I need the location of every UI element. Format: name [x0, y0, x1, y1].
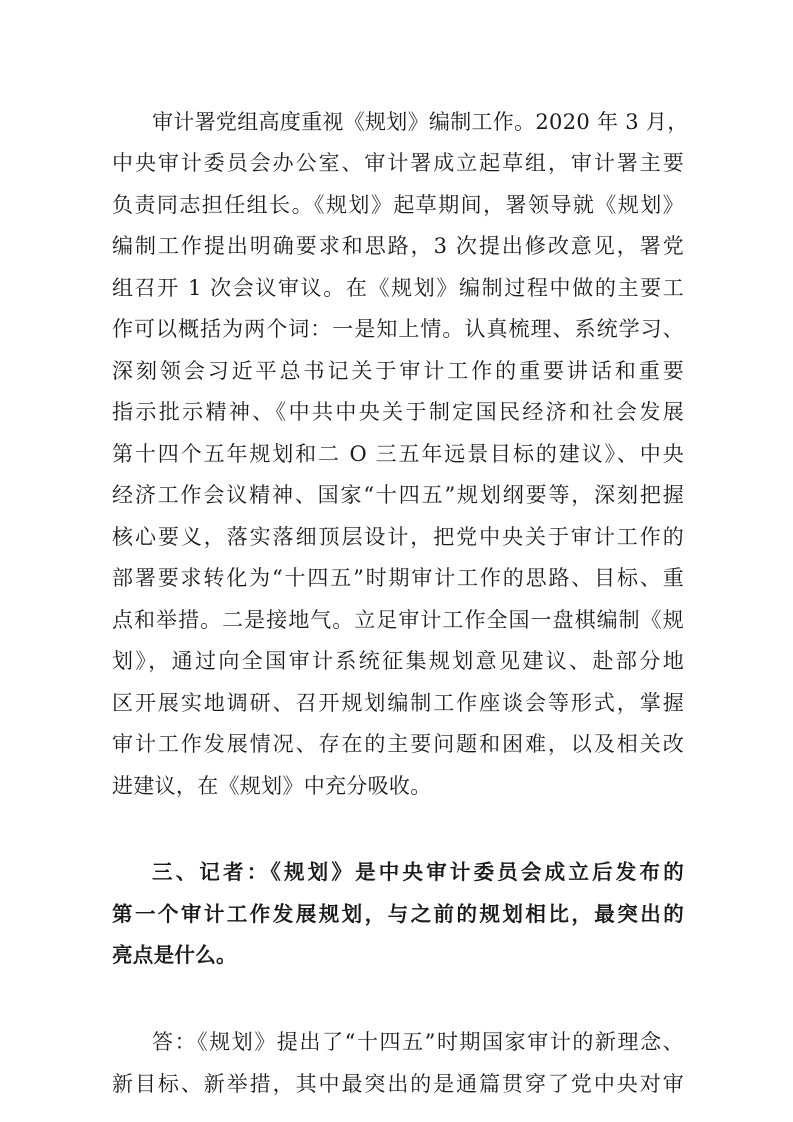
text-line: 进建议，在《规划》中充分吸收。	[112, 774, 432, 798]
text-line: 区开展实地调研、召开规划编制工作座谈会等形式，掌握	[112, 691, 684, 715]
text-line: 深刻领会习近平总书记关于审计工作的重要讲话和重要	[112, 359, 684, 383]
text-line: 划》，通过向全国审计系统征集规划意见建议、赴部分地	[112, 649, 684, 673]
text-line: 经济工作会议精神、国家“十四五”规划纲要等，深刻把握	[112, 483, 684, 507]
text-line: 审计工作发展情况、存在的主要问题和困难，以及相关改	[112, 732, 684, 756]
text-line: 答：《规划》提出了“十四五”时期国家审计的新理念、	[152, 1030, 684, 1054]
text-line: 编制工作提出明确要求和思路，3 次提出修改意见，署党	[112, 234, 684, 258]
heading-line: 亮点是什么。	[112, 943, 237, 967]
text-line: 作可以概括为两个词：一是知上情。认真梳理、系统学习、	[112, 317, 684, 341]
heading-line: 三、记者：《规划》是中央审计委员会成立后发布的	[152, 860, 684, 884]
heading-line: 第一个审计工作发展规划，与之前的规划相比，最突出的	[112, 902, 684, 926]
text-line: 第十四个五年规划和二 O 三五年远景目标的建议》、中央	[112, 442, 684, 466]
text-line: 审计署党组高度重视《规划》编制工作。2020 年 3 月，	[152, 110, 689, 134]
text-line: 点和举措。二是接地气。立足审计工作全国一盘棋编制《规	[112, 608, 684, 632]
text-line: 中央审计委员会办公室、审计署成立起草组，审计署主要	[112, 151, 684, 175]
text-line: 新目标、新举措，其中最突出的是通篇贯穿了党中央对审	[112, 1072, 684, 1096]
text-line: 负责同志担任组长。《规划》起草期间，署领导就《规划》	[112, 193, 684, 217]
text-line: 核心要义，落实落细顶层设计，把党中央关于审计工作的	[112, 525, 684, 549]
text-line: 组召开 1 次会议审议。在《规划》编制过程中做的主要工	[112, 276, 684, 300]
text-line: 指示批示精神、《中共中央关于制定国民经济和社会发展	[112, 400, 684, 424]
text-line: 部署要求转化为“十四五”时期审计工作的思路、目标、重	[112, 566, 684, 590]
